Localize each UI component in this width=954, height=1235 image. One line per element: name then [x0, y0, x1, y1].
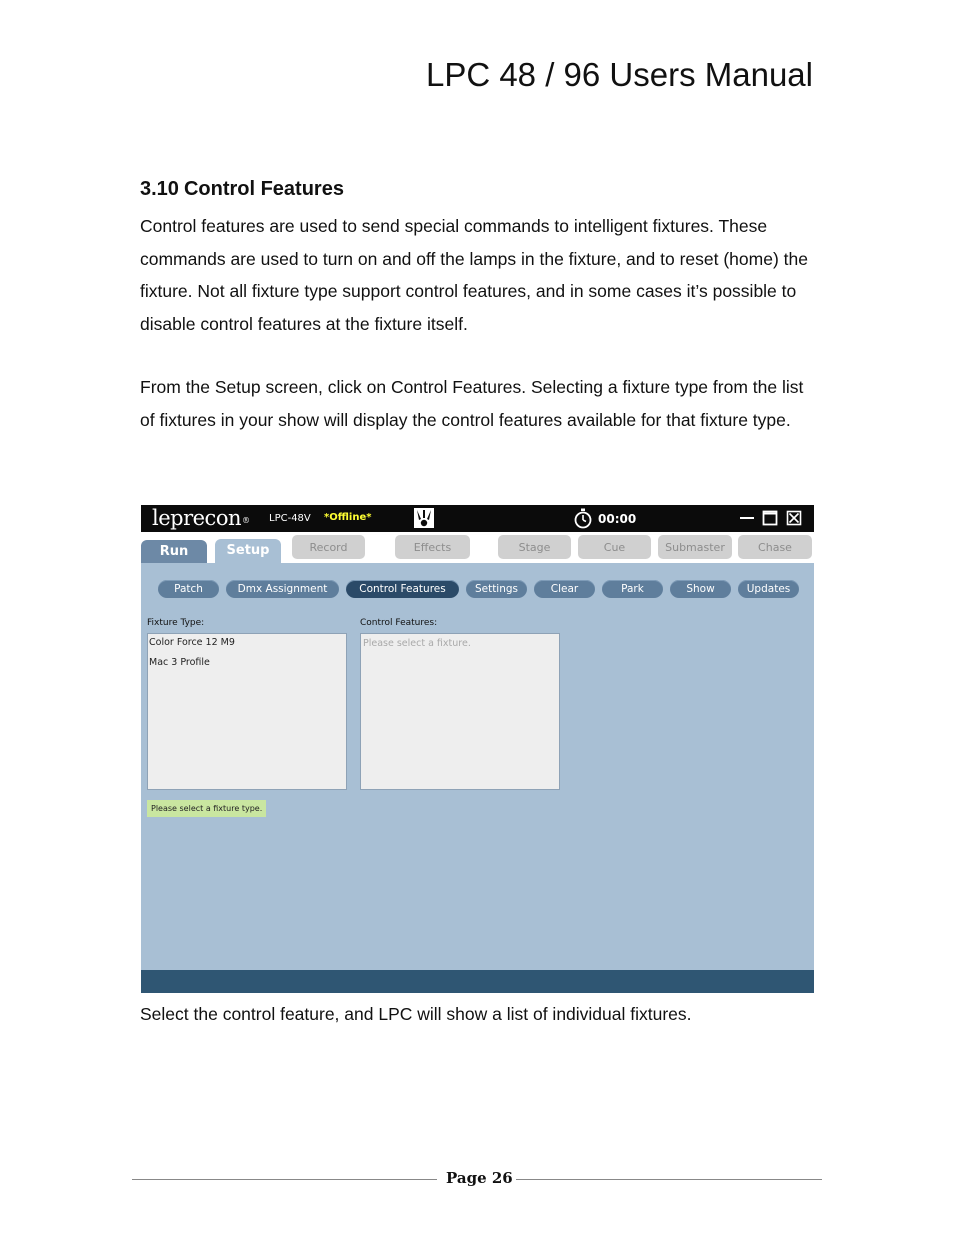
section-number: 3.10 — [140, 178, 179, 200]
fixture-type-label: Fixture Type: — [147, 618, 205, 628]
footer-rule-left — [132, 1179, 437, 1180]
clock-readout: 00:00 — [598, 512, 637, 526]
control-features-label: Control Features: — [360, 618, 438, 628]
paragraph-intro: Control features are used to send special commands to intelligent fixtures. These commands are used to turn on and off the lamps in the fixture, and to reset (home) the fixture. Not all fixture type support control features, and in some cases it’s possible to disable control features at the fixture itself. — [140, 216, 808, 334]
settings-button[interactable]: Settings — [466, 580, 527, 598]
paragraph-followup: Select the control feature, and LPC will show a list of individual fixtures. — [140, 1004, 692, 1024]
section-heading — [140, 178, 344, 201]
control-features-list[interactable] — [360, 633, 560, 790]
patch-button[interactable]: Patch — [158, 580, 219, 598]
show-button[interactable]: Show — [670, 580, 731, 598]
connection-status: *Offline* — [324, 512, 372, 523]
footer-rule-right — [516, 1179, 822, 1180]
updates-button[interactable]: Updates — [738, 580, 799, 598]
minimize-icon[interactable] — [739, 510, 755, 526]
status-hint: Please select a fixture type. — [147, 800, 266, 817]
app-screenshot — [141, 505, 814, 993]
tab-effects[interactable]: Effects — [395, 535, 470, 559]
document-title: LPC 48 / 96 Users Manual — [425, 56, 813, 93]
park-button[interactable]: Park — [602, 580, 663, 598]
list-item[interactable]: Color Force 12 M9 — [149, 637, 235, 648]
tab-setup[interactable]: Setup — [215, 539, 281, 563]
tab-record[interactable]: Record — [292, 535, 365, 559]
page-number: Page 26 — [446, 1169, 513, 1187]
app-logo: leprecon® — [152, 506, 250, 530]
paragraph-setup-instructions: From the Setup screen, click on Control Features. Selecting a fixture type from the list of fixtures in your show will display the control features available for that fixture type. — [140, 377, 804, 430]
control-features-button[interactable]: Control Features — [346, 580, 459, 598]
tab-submaster[interactable]: Submaster — [658, 535, 732, 559]
tab-cue[interactable]: Cue — [578, 535, 651, 559]
control-features-placeholder: Please select a fixture. — [363, 638, 471, 649]
app-bottom-bar — [141, 970, 814, 993]
model-label: LPC-48V — [269, 513, 311, 524]
main-tab-bar — [141, 532, 814, 563]
tab-stage[interactable]: Stage — [498, 535, 571, 559]
tab-run[interactable]: Run — [141, 540, 207, 563]
stopwatch-icon — [573, 508, 593, 529]
app-titlebar — [141, 505, 814, 532]
section-title: Control Features — [183, 178, 344, 200]
close-icon[interactable] — [786, 510, 802, 526]
maximize-icon[interactable] — [762, 510, 778, 526]
list-item[interactable]: Mac 3 Profile — [149, 657, 210, 668]
tab-chase[interactable]: Chase — [738, 535, 812, 559]
dmx-assignment-button[interactable]: Dmx Assignment — [226, 580, 339, 598]
fixture-icon — [413, 507, 435, 529]
clear-button[interactable]: Clear — [534, 580, 595, 598]
fixture-type-list[interactable] — [147, 633, 347, 790]
